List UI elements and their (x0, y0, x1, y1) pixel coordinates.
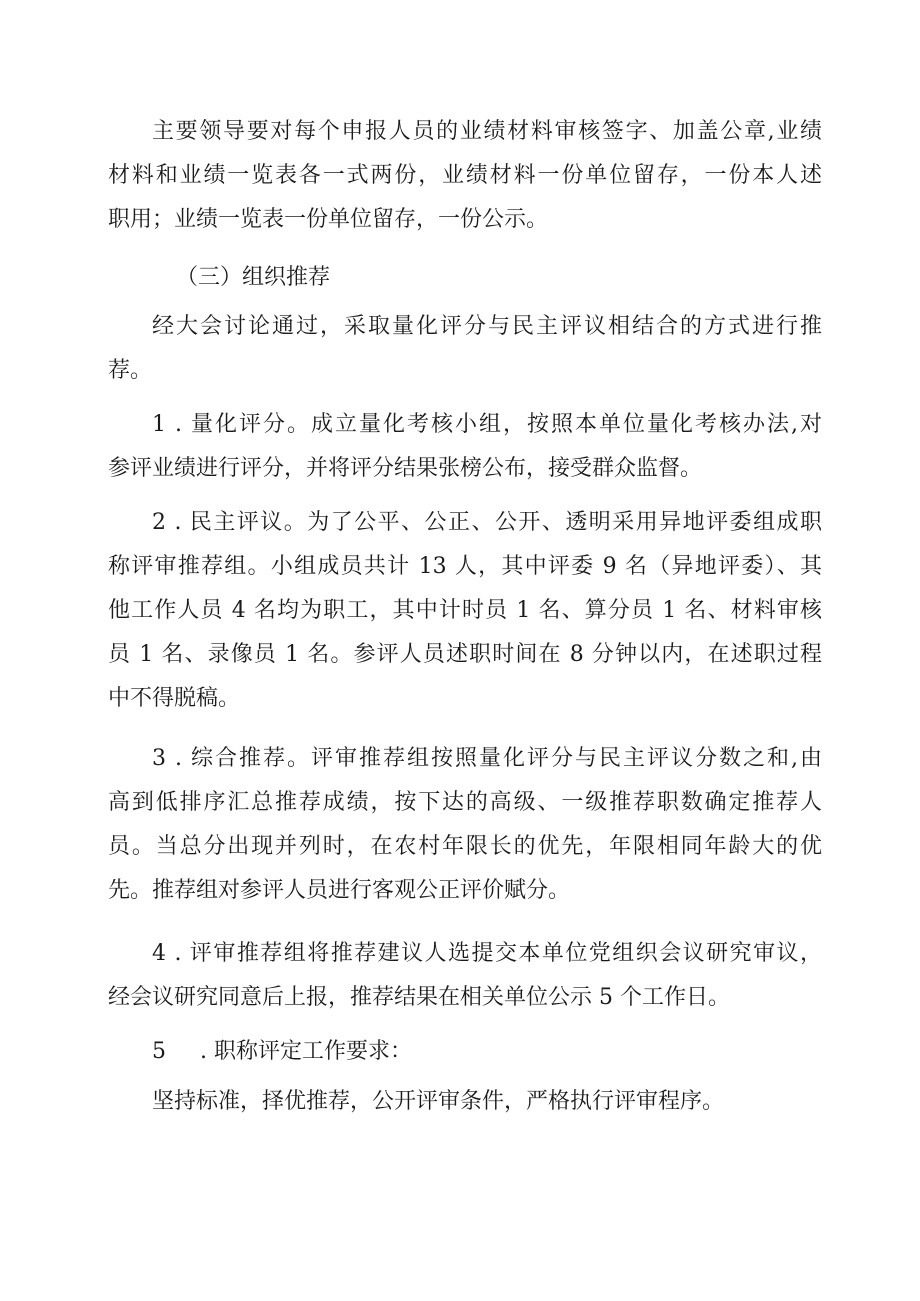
paragraph-review-signature (108, 110, 822, 242)
text-line: 1 . 量化评分。成立量化考核小组，按照本单位量化考核办法,对 (152, 412, 822, 437)
list-item-quantified-scoring (108, 403, 822, 491)
text-line: 高到低排序汇总推荐成绩，按下达的高级、一级推荐职数确定推荐人 (108, 790, 822, 815)
text-line: 员 1 名、录像员 1 名。参评人员述职时间在 8 分钟以内，在述职过程 (108, 642, 822, 667)
list-item-submit-review (108, 932, 822, 1020)
section-heading: （三）组织推荐 (176, 265, 331, 290)
list-item-comprehensive-recommendation (108, 737, 822, 913)
text-line: 经大会讨论通过，采取量化评分与民主评议相结合的方式进行推 (152, 314, 822, 339)
text-line: 先。推荐组对参评人员进行客观公正评价赋分。 (108, 878, 571, 903)
item-text: . 职称评定工作要求： (200, 1039, 412, 1064)
list-item-requirements (152, 1030, 412, 1074)
text-line: 4 . 评审推荐组将推荐建议人选提交本单位党组织会议研究审议， (152, 941, 822, 966)
text-line: 员。当总分出现并列时，在农村年限长的优先，年限相同年龄大的优 (108, 834, 822, 859)
text-line: 参评业绩进行评分，并将评分结果张榜公布，接受群众监督。 (108, 456, 703, 481)
text-line: 称评审推荐组。小组成员共计 13 人，其中评委 9 名（异地评委）、其 (108, 554, 822, 579)
text-line: 坚持标准，择优推荐，公开评审条件，严格执行评审程序。 (152, 1089, 725, 1114)
text-line: 职用；业绩一览表一份单位留存，一份公示。 (108, 207, 549, 232)
text-line: 材料和业绩一览表各一式两份，业绩材料一份单位留存，一份本人述 (108, 163, 822, 188)
paragraph-standards (108, 1080, 822, 1124)
list-item-democratic-evaluation (108, 501, 822, 721)
text-line: 他工作人员 4 名均为职工，其中计时员 1 名、算分员 1 名、材料审核 (108, 598, 822, 623)
text-line: 荐。 (108, 358, 153, 383)
text-line: 主要领导要对每个申报人员的业绩材料审核签字、加盖公章,业绩 (152, 119, 822, 144)
text-line: 3 . 综合推荐。评审推荐组按照量化评分与民主评议分数之和,由 (152, 746, 822, 771)
text-line: 中不得脱稿。 (108, 686, 241, 711)
item-number: 5 (152, 1039, 166, 1064)
paragraph-recommend-method (108, 305, 822, 393)
text-line: 经会议研究同意后上报，推荐结果在相关单位公示 5 个工作日。 (108, 985, 730, 1010)
text-line: 2 . 民主评议。为了公平、公正、公开、透明采用异地评委组成职 (152, 510, 822, 535)
